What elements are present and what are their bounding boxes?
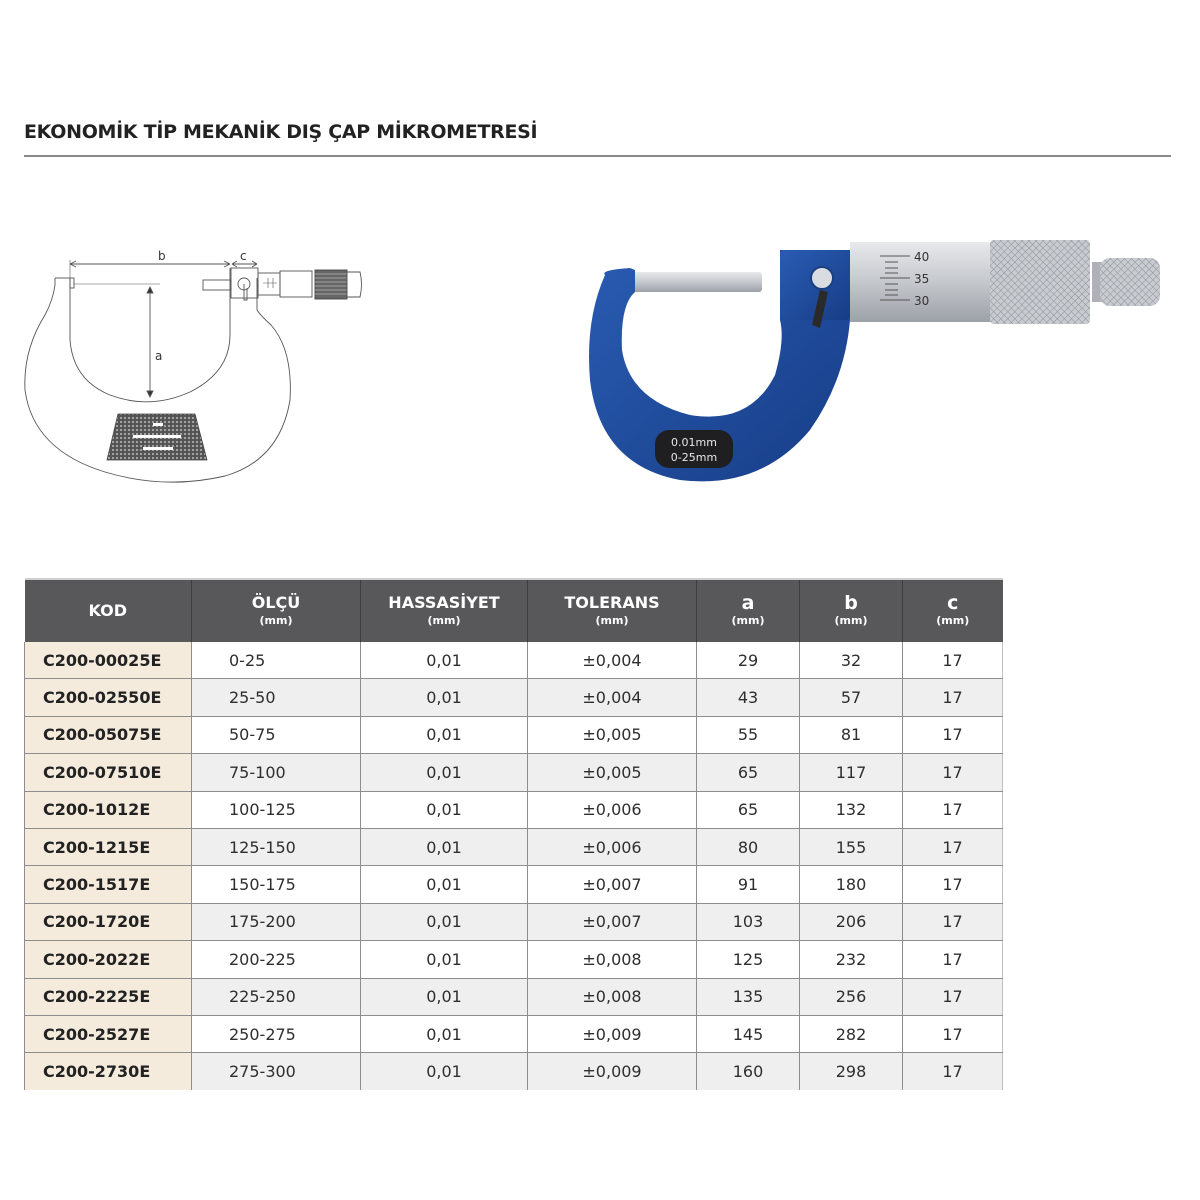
cell-b: 180 — [800, 866, 903, 903]
cell-kod: C200-2527E — [25, 1015, 192, 1052]
cell-a: 80 — [697, 828, 800, 865]
cell-kod: C200-1517E — [25, 866, 192, 903]
scale-40: 40 — [914, 250, 930, 264]
cell-olcu: 225-250 — [192, 978, 361, 1015]
cell-tolerans: ±0,006 — [528, 791, 697, 828]
cell-a: 103 — [697, 903, 800, 940]
cell-a: 145 — [697, 1015, 800, 1052]
cell-hassasiyet: 0,01 — [361, 642, 528, 679]
cell-olcu: 175-200 — [192, 903, 361, 940]
cell-olcu: 150-175 — [192, 866, 361, 903]
cell-c: 17 — [903, 941, 1003, 978]
cell-kod: C200-02550E — [25, 679, 192, 716]
cell-b: 155 — [800, 828, 903, 865]
table-row — [25, 791, 1003, 828]
cell-hassasiyet: 0,01 — [361, 716, 528, 753]
cell-hassasiyet: 0,01 — [361, 1015, 528, 1052]
table-row — [25, 866, 1003, 903]
table-row — [25, 978, 1003, 1015]
cell-kod: C200-1215E — [25, 828, 192, 865]
badge-resolution: 0.01mm — [671, 436, 717, 449]
cell-c: 17 — [903, 1053, 1003, 1090]
cell-b: 206 — [800, 903, 903, 940]
cell-hassasiyet: 0,01 — [361, 828, 528, 865]
cell-hassasiyet: 0,01 — [361, 1053, 528, 1090]
cell-olcu: 50-75 — [192, 716, 361, 753]
cell-a: 125 — [697, 941, 800, 978]
cell-b: 57 — [800, 679, 903, 716]
cell-hassasiyet: 0,01 — [361, 791, 528, 828]
cell-b: 117 — [800, 754, 903, 791]
cell-b: 298 — [800, 1053, 903, 1090]
cell-a: 91 — [697, 866, 800, 903]
micrometer-product-image — [580, 230, 1200, 510]
cell-c: 17 — [903, 978, 1003, 1015]
cell-olcu: 275-300 — [192, 1053, 361, 1090]
cell-a: 135 — [697, 978, 800, 1015]
cell-c: 17 — [903, 679, 1003, 716]
dimension-c-label: c — [240, 249, 247, 263]
cell-b: 81 — [800, 716, 903, 753]
cell-hassasiyet: 0,01 — [361, 866, 528, 903]
header-hassasiyet: HASSASİYET (mm) — [361, 579, 528, 642]
cell-c: 17 — [903, 791, 1003, 828]
cell-tolerans: ±0,004 — [528, 642, 697, 679]
cell-hassasiyet: 0,01 — [361, 903, 528, 940]
cell-tolerans: ±0,005 — [528, 716, 697, 753]
table-row — [25, 941, 1003, 978]
cell-kod: C200-2022E — [25, 941, 192, 978]
cell-olcu: 250-275 — [192, 1015, 361, 1052]
cell-b: 32 — [800, 642, 903, 679]
header-b: b (mm) — [800, 579, 903, 642]
cell-a: 43 — [697, 679, 800, 716]
cell-tolerans: ±0,005 — [528, 754, 697, 791]
cell-tolerans: ±0,006 — [528, 828, 697, 865]
dimension-a-label: a — [155, 349, 163, 363]
cell-hassasiyet: 0,01 — [361, 754, 528, 791]
page-title: EKONOMİK TİP MEKANİK DIŞ ÇAP MİKROMETRESİ — [24, 121, 538, 143]
cell-kod: C200-2225E — [25, 978, 192, 1015]
cell-hassasiyet: 0,01 — [361, 978, 528, 1015]
header-kod: KOD — [25, 579, 192, 642]
cell-olcu: 75-100 — [192, 754, 361, 791]
cell-tolerans: ±0,008 — [528, 978, 697, 1015]
cell-b: 132 — [800, 791, 903, 828]
cell-tolerans: ±0,004 — [528, 679, 697, 716]
cell-c: 17 — [903, 903, 1003, 940]
table-row — [25, 1053, 1003, 1090]
cell-b: 256 — [800, 978, 903, 1015]
scale-30: 30 — [914, 294, 930, 308]
cell-c: 17 — [903, 828, 1003, 865]
cell-c: 17 — [903, 866, 1003, 903]
cell-a: 65 — [697, 791, 800, 828]
specification-table — [24, 578, 1003, 1090]
cell-tolerans: ±0,009 — [528, 1015, 697, 1052]
header-tolerans: TOLERANS (mm) — [528, 579, 697, 642]
table-header-row — [25, 579, 1003, 642]
cell-olcu: 100-125 — [192, 791, 361, 828]
cell-olcu: 25-50 — [192, 679, 361, 716]
table-row — [25, 754, 1003, 791]
cell-kod: C200-07510E — [25, 754, 192, 791]
scale-35: 35 — [914, 272, 930, 286]
title-divider — [24, 155, 1171, 157]
header-olcu: ÖLÇÜ (mm) — [192, 579, 361, 642]
badge-range: 0-25mm — [670, 451, 718, 464]
cell-b: 232 — [800, 941, 903, 978]
header-c: c (mm) — [903, 579, 1003, 642]
table-row — [25, 716, 1003, 753]
cell-olcu: 0-25 — [192, 642, 361, 679]
cell-b: 282 — [800, 1015, 903, 1052]
cell-a: 160 — [697, 1053, 800, 1090]
cell-kod: C200-05075E — [25, 716, 192, 753]
cell-tolerans: ±0,007 — [528, 903, 697, 940]
cell-c: 17 — [903, 716, 1003, 753]
table-row — [25, 679, 1003, 716]
header-a: a (mm) — [697, 579, 800, 642]
table-row — [25, 642, 1003, 679]
cell-tolerans: ±0,007 — [528, 866, 697, 903]
cell-olcu: 125-150 — [192, 828, 361, 865]
cell-c: 17 — [903, 1015, 1003, 1052]
micrometer-dimension-drawing — [15, 240, 385, 490]
cell-c: 17 — [903, 754, 1003, 791]
cell-olcu: 200-225 — [192, 941, 361, 978]
cell-kod: C200-00025E — [25, 642, 192, 679]
cell-hassasiyet: 0,01 — [361, 679, 528, 716]
cell-a: 65 — [697, 754, 800, 791]
cell-kod: C200-1720E — [25, 903, 192, 940]
dimension-b-label: b — [158, 249, 166, 263]
cell-kod: C200-2730E — [25, 1053, 192, 1090]
table-row — [25, 903, 1003, 940]
cell-kod: C200-1012E — [25, 791, 192, 828]
table-row — [25, 1015, 1003, 1052]
cell-c: 17 — [903, 642, 1003, 679]
cell-tolerans: ±0,008 — [528, 941, 697, 978]
cell-hassasiyet: 0,01 — [361, 941, 528, 978]
cell-a: 29 — [697, 642, 800, 679]
table-row — [25, 828, 1003, 865]
cell-tolerans: ±0,009 — [528, 1053, 697, 1090]
cell-a: 55 — [697, 716, 800, 753]
